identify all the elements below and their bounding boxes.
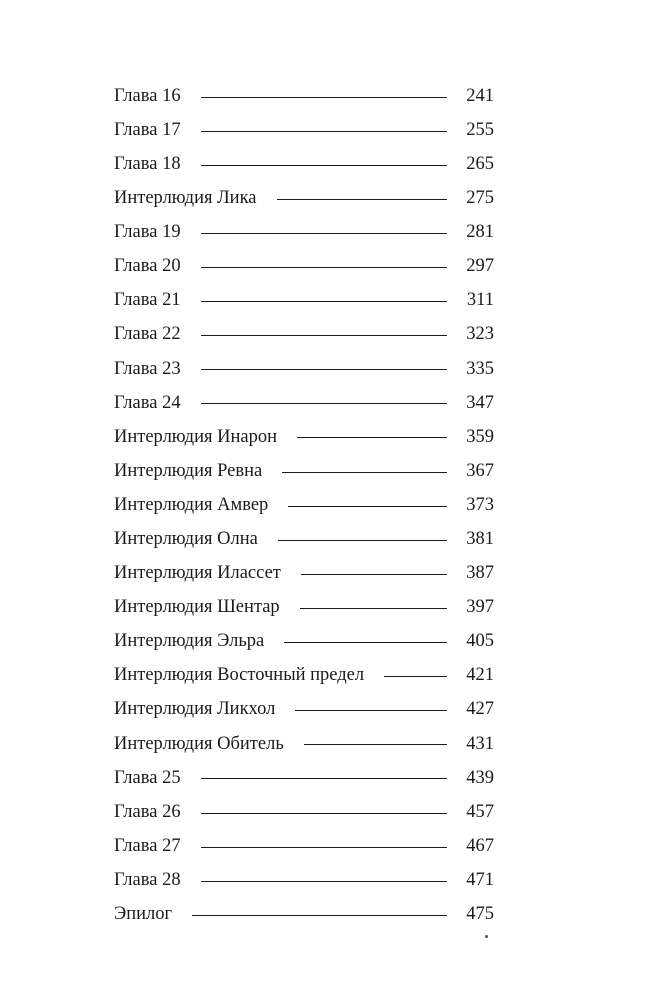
toc-entry[interactable] — [114, 863, 494, 897]
toc-entry-title: Глава 28 — [114, 869, 181, 890]
toc-leader-line — [201, 97, 447, 98]
toc-entry[interactable] — [114, 352, 494, 386]
toc-entry-page-number: 335 — [466, 358, 494, 379]
toc-entry-title: Глава 23 — [114, 358, 181, 379]
toc-entry-page-number: 373 — [466, 494, 494, 515]
toc-leader-line — [201, 301, 447, 302]
toc-entry-page-number: 467 — [466, 835, 494, 856]
toc-entry[interactable] — [114, 113, 494, 147]
toc-leader-line — [201, 165, 447, 166]
toc-leader-line — [201, 881, 447, 882]
toc-leader-line — [295, 710, 447, 711]
toc-entry-page-number: 347 — [466, 392, 494, 413]
toc-entry-title: Интерлюдия Лика — [114, 188, 257, 209]
toc-entry[interactable] — [114, 659, 494, 693]
toc-entry-title: Глава 19 — [114, 222, 181, 243]
toc-entry-title: Глава 26 — [114, 801, 181, 822]
toc-entry[interactable] — [114, 625, 494, 659]
toc-entry-title: Глава 25 — [114, 767, 181, 788]
toc-entry-page-number: 265 — [466, 153, 494, 174]
toc-entry[interactable] — [114, 147, 494, 181]
toc-leader-line — [288, 506, 447, 507]
toc-leader-line — [277, 199, 448, 200]
toc-entry[interactable] — [114, 522, 494, 556]
toc-entry-page-number: 255 — [466, 119, 494, 140]
toc-entry[interactable] — [114, 727, 494, 761]
toc-leader-line — [384, 676, 447, 677]
toc-entry-page-number: 475 — [466, 904, 494, 925]
toc-entry[interactable] — [114, 829, 494, 863]
toc-entry-title: Интерлюдия Ликхол — [114, 699, 276, 720]
toc-entry-title: Интерлюдия Амвер — [114, 494, 269, 515]
toc-entry-page-number: 457 — [466, 801, 494, 822]
toc-entry[interactable] — [114, 795, 494, 829]
toc-entry-title: Интерлюдия Олна — [114, 529, 258, 550]
toc-entry-page-number: 471 — [466, 869, 494, 890]
toc-entry-title: Глава 24 — [114, 392, 181, 413]
toc-leader-line — [284, 642, 447, 643]
toc-entry-title: Интерлюдия Эльра — [114, 631, 265, 652]
toc-entry-title: Интерлюдия Ревна — [114, 460, 263, 481]
toc-entry-page-number: 387 — [466, 563, 494, 584]
toc-entry-title: Глава 22 — [114, 324, 181, 345]
toc-entry-title: Интерлюдия Восточный предел — [114, 665, 365, 686]
toc-entry[interactable] — [114, 318, 494, 352]
toc-leader-line — [282, 472, 447, 473]
toc-entry-page-number: 275 — [466, 188, 494, 209]
toc-entry-page-number: 439 — [466, 767, 494, 788]
toc-entry[interactable] — [114, 454, 494, 488]
toc-leader-line — [304, 744, 447, 745]
toc-entry-page-number: 241 — [466, 85, 494, 106]
toc-entry-page-number: 311 — [466, 290, 494, 311]
toc-entry[interactable] — [114, 284, 494, 318]
toc-leader-line — [201, 778, 447, 779]
toc-entry-title: Глава 27 — [114, 835, 181, 856]
toc-entry[interactable] — [114, 386, 494, 420]
toc-leader-line — [300, 608, 447, 609]
toc-leader-line — [201, 847, 447, 848]
toc-entry-title: Глава 16 — [114, 85, 181, 106]
toc-entry-page-number: 297 — [466, 256, 494, 277]
toc-entry-page-number: 323 — [466, 324, 494, 345]
toc-entry[interactable] — [114, 215, 494, 249]
toc-leader-line — [201, 335, 447, 336]
toc-leader-line — [278, 540, 447, 541]
toc-entry-page-number: 431 — [466, 733, 494, 754]
toc-entry-title: Интерлюдия Инарон — [114, 426, 277, 447]
toc-entry-title: Глава 18 — [114, 153, 181, 174]
toc-leader-line — [201, 267, 447, 268]
print-speck — [485, 935, 488, 938]
toc-leader-line — [201, 813, 447, 814]
toc-entry[interactable] — [114, 693, 494, 727]
toc-entry-title: Глава 17 — [114, 119, 181, 140]
toc-entry[interactable] — [114, 761, 494, 795]
toc-entry-page-number: 397 — [466, 597, 494, 618]
toc-entry-title: Интерлюдия Обитель — [114, 733, 284, 754]
toc-entry-title: Интерлюдия Шентар — [114, 597, 280, 618]
toc-leader-line — [201, 369, 447, 370]
toc-entry[interactable] — [114, 590, 494, 624]
toc-entry[interactable] — [114, 181, 494, 215]
toc-entry-title: Эпилог — [114, 904, 173, 925]
toc-entry[interactable] — [114, 556, 494, 590]
toc-entry[interactable] — [114, 488, 494, 522]
toc-entry-page-number: 281 — [466, 222, 494, 243]
toc-entry-title: Глава 20 — [114, 256, 181, 277]
toc-entry-page-number: 421 — [466, 665, 494, 686]
toc-entry[interactable] — [114, 79, 494, 113]
toc-entry-title: Интерлюдия Илассет — [114, 563, 281, 584]
toc-entry[interactable] — [114, 420, 494, 454]
toc-leader-line — [201, 403, 447, 404]
toc-leader-line — [192, 915, 447, 916]
toc-leader-line — [201, 131, 447, 132]
toc-leader-line — [301, 574, 447, 575]
toc-entry[interactable] — [114, 897, 494, 931]
toc-entry-page-number: 427 — [466, 699, 494, 720]
toc-entry[interactable] — [114, 249, 494, 283]
toc-leader-line — [201, 233, 447, 234]
toc-entry-page-number: 381 — [466, 529, 494, 550]
table-of-contents — [114, 79, 494, 931]
toc-leader-line — [297, 437, 447, 438]
toc-entry-title: Глава 21 — [114, 290, 181, 311]
toc-entry-page-number: 405 — [466, 631, 494, 652]
toc-entry-page-number: 359 — [466, 426, 494, 447]
toc-entry-page-number: 367 — [466, 460, 494, 481]
